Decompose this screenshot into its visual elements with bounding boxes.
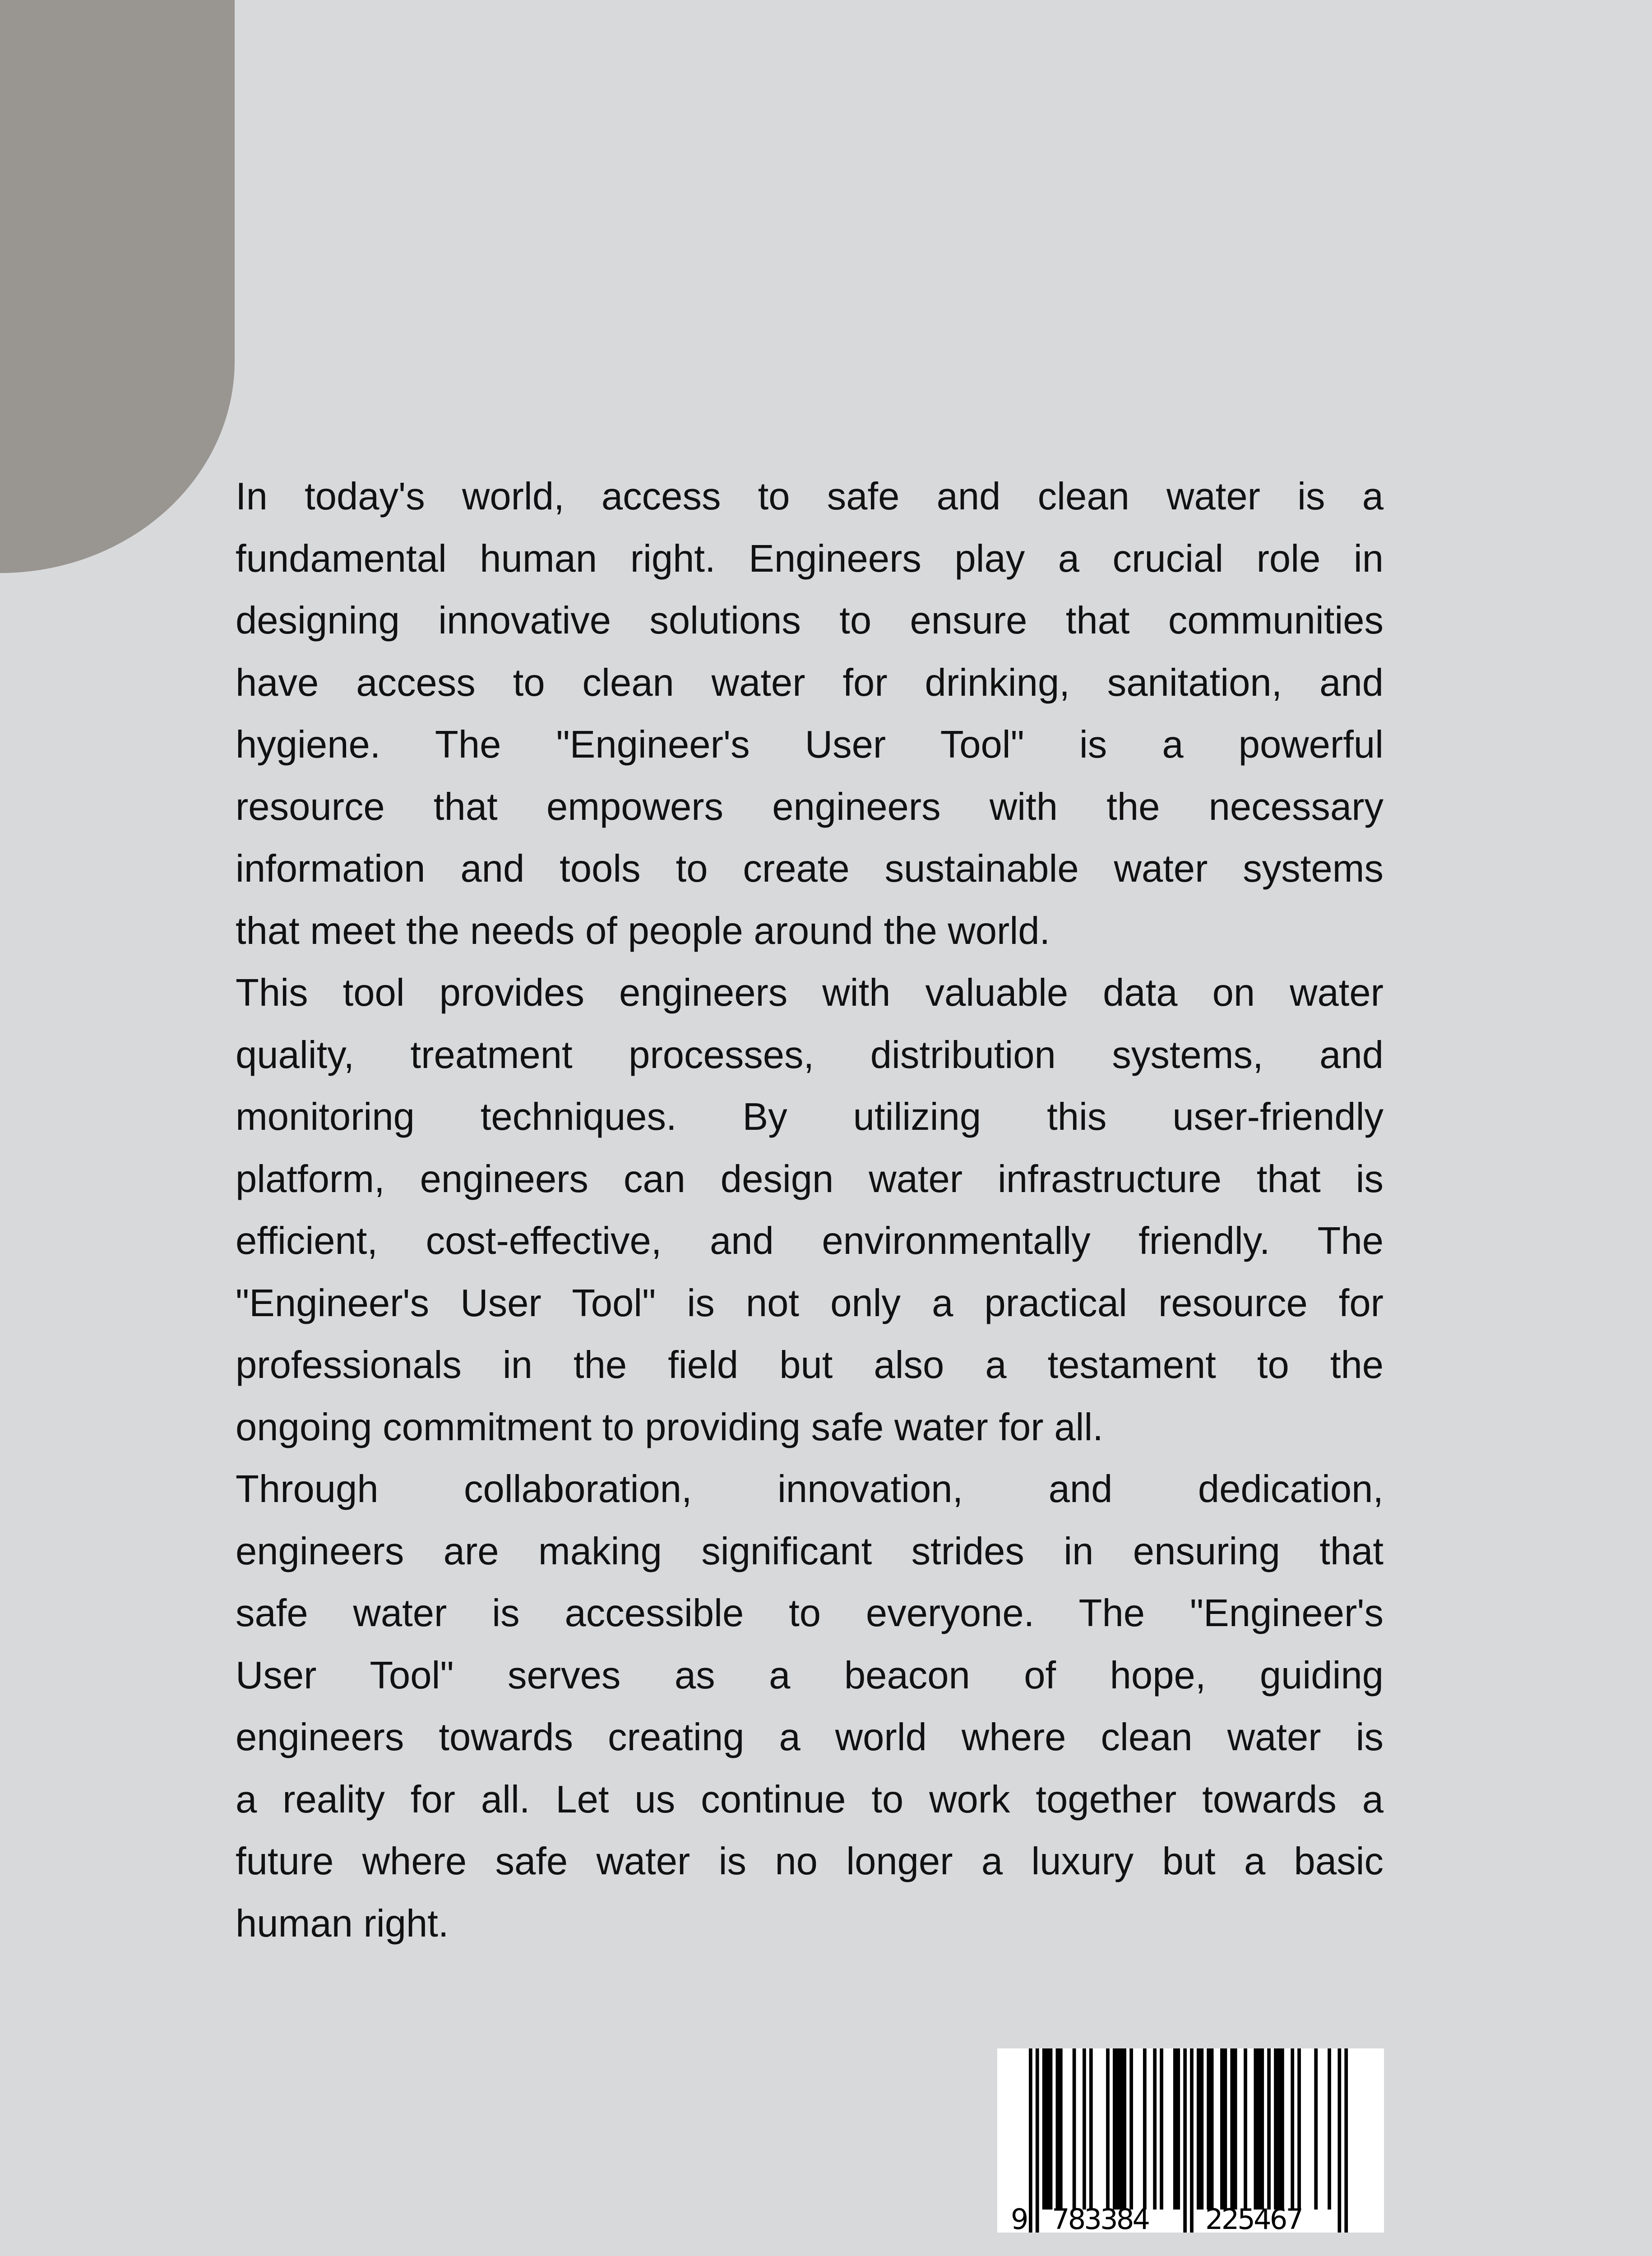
- barcode-guard-bar: [1036, 2048, 1039, 2233]
- barcode-bar: [1254, 2048, 1257, 2210]
- barcode-bar: [1281, 2048, 1284, 2210]
- barcode-bar: [1260, 2048, 1264, 2210]
- barcode-right-digits: 225467: [1205, 2203, 1304, 2233]
- barcode-bar: [1106, 2048, 1110, 2210]
- text-line: future where safe water is no longer a luxury but a basic: [236, 1840, 1384, 1883]
- barcode-bar: [1230, 2048, 1234, 2210]
- barcode-bar: [1224, 2048, 1227, 2210]
- barcode-bar: [1160, 2048, 1163, 2210]
- text-line: information and tools to create sustainable water systems: [236, 847, 1384, 890]
- barcode-bar: [1234, 2048, 1237, 2210]
- barcode-guard-bar: [1029, 2048, 1032, 2233]
- text-line: fundamental human right. Engineers play a crucial role in: [236, 537, 1384, 580]
- barcode-bar: [1297, 2048, 1301, 2210]
- barcode-bar: [1274, 2048, 1277, 2210]
- text-line: User Tool" serves as a beacon of hope, guiding: [236, 1654, 1384, 1697]
- barcode-guard-bar: [1190, 2048, 1194, 2233]
- text-line: resource that empowers engineers with the necessary: [236, 785, 1384, 828]
- barcode-bar: [1176, 2048, 1180, 2210]
- barcode-guard-bar: [1344, 2048, 1348, 2233]
- barcode-bar: [1046, 2048, 1049, 2210]
- barcode-left-digits: 783384: [1052, 2203, 1150, 2233]
- text-line: have access to clean water for drinking, sanitation, and: [236, 661, 1384, 704]
- isbn-barcode: [997, 2048, 1384, 2233]
- barcode-first-digit: 9: [1011, 2203, 1029, 2233]
- barcode-bar: [1314, 2048, 1318, 2210]
- barcode-bar: [1056, 2048, 1060, 2210]
- text-line: platform, engineers can design water infrastructure that is: [236, 1157, 1384, 1201]
- barcode-bar: [1210, 2048, 1214, 2210]
- text-line: This tool provides engineers with valuable data on water: [236, 971, 1384, 1014]
- decorative-corner-shape: [0, 0, 235, 573]
- barcode-bar: [1207, 2048, 1210, 2210]
- barcode-bar: [1042, 2048, 1046, 2210]
- text-line: professionals in the field but also a testament to the: [236, 1344, 1384, 1387]
- text-line: that meet the needs of people around the world.: [236, 909, 1050, 952]
- barcode-bar: [1116, 2048, 1120, 2210]
- paragraph: [236, 962, 1384, 1458]
- barcode-bar: [1083, 2048, 1086, 2210]
- barcode-bar: [1113, 2048, 1116, 2210]
- barcode-bar: [1153, 2048, 1157, 2210]
- barcode-bar: [1049, 2048, 1053, 2210]
- barcode-bar: [1173, 2048, 1177, 2210]
- text-line: quality, treatment processes, distribution systems, and: [236, 1033, 1384, 1077]
- barcode-bar: [1291, 2048, 1294, 2210]
- barcode-bar: [1257, 2048, 1261, 2210]
- barcode-guard-bar: [1183, 2048, 1187, 2233]
- barcode-bar: [1089, 2048, 1093, 2210]
- text-line: Through collaboration, innovation, and dedication,: [236, 1468, 1384, 1511]
- text-line: a reality for all. Let us continue to work together towards a: [236, 1778, 1384, 1821]
- text-line: engineers towards creating a world where clean water is: [236, 1716, 1384, 1759]
- barcode-bar: [1143, 2048, 1147, 2210]
- back-cover-description: [236, 466, 1384, 1955]
- barcode-bar: [1129, 2048, 1133, 2210]
- barcode-bar: [1123, 2048, 1126, 2210]
- paragraph: [236, 1458, 1384, 1955]
- text-line: human right.: [236, 1902, 449, 1945]
- barcode-bar: [1200, 2048, 1203, 2210]
- barcode-bar: [1220, 2048, 1224, 2210]
- barcode-bar: [1277, 2048, 1281, 2210]
- barcode-bar: [1059, 2048, 1063, 2210]
- text-line: safe water is accessible to everyone. The "Engineer's: [236, 1592, 1384, 1635]
- barcode-bar: [1073, 2048, 1076, 2210]
- barcode-bar: [1120, 2048, 1123, 2210]
- text-line: ongoing commitment to providing safe water for all.: [236, 1405, 1103, 1449]
- text-line: engineers are making significant strides in ensuring that: [236, 1530, 1384, 1573]
- barcode-graphic: [997, 2048, 1384, 2233]
- text-line: hygiene. The "Engineer's User Tool" is a powerful: [236, 723, 1384, 766]
- text-line: designing innovative solutions to ensure that communities: [236, 599, 1384, 642]
- text-line: "Engineer's User Tool" is not only a practical resource for: [236, 1281, 1384, 1325]
- barcode-guard-bar: [1337, 2048, 1341, 2233]
- text-line: efficient, cost-effective, and environmentally friendly. The: [236, 1220, 1384, 1262]
- barcode-bar: [1244, 2048, 1247, 2210]
- text-line: monitoring techniques. By utilizing this user-friendly: [236, 1096, 1384, 1138]
- text-line: In today's world, access to safe and clean water is a: [236, 475, 1384, 518]
- barcode-bar: [1197, 2048, 1200, 2210]
- paragraph: [236, 466, 1384, 962]
- barcode-bar: [1328, 2048, 1331, 2210]
- barcode-bar: [1267, 2048, 1271, 2210]
